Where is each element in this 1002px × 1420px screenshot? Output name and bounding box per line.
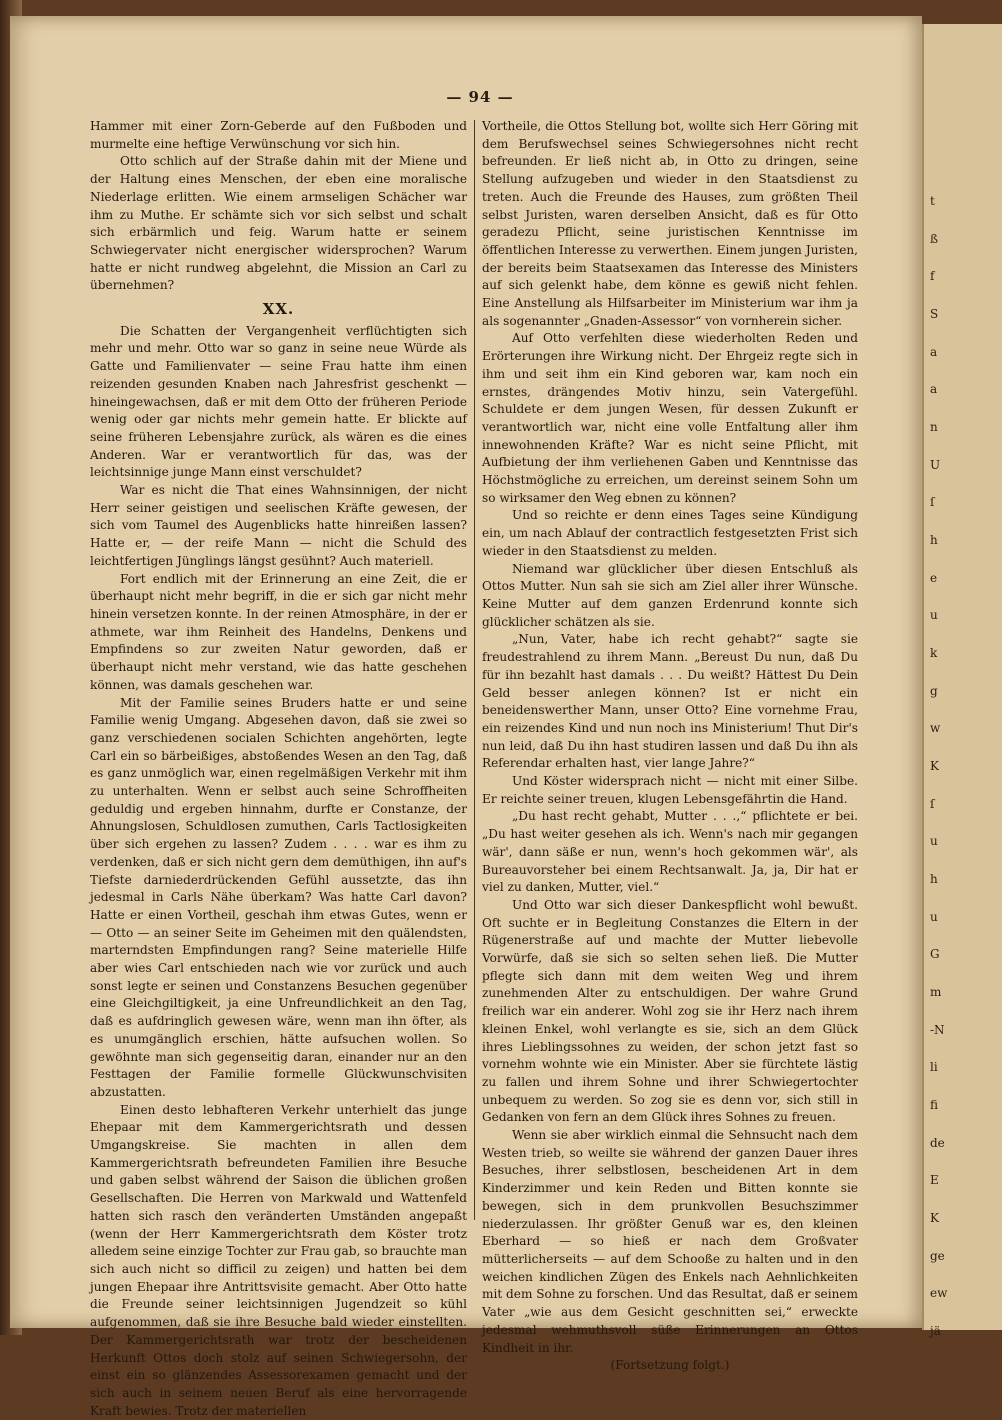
paragraph: „Nun, Vater, habe ich recht gehabt?“ sagte sie freudestrahlend zu ihrem Mann. „Bereust Du nun, daß Du für ihn bezahlt hast damals . . . Du weißt? Hättest Du Dein Geld besser anlegen können? Ist er nicht ein beneidenswerther Mann, unser Otto? Eine vornehme Frau, ein reizendes Kind und nun noch ins Ministerium! Thut Dir's nun leid, daß Du ihn hast studiren lassen und daß Du ihn als Referendar erhalten hast, vier lange Jahre?“: [482, 632, 858, 771]
facing-page-fragment: a: [930, 382, 938, 396]
facing-page-fragment: jä: [930, 1324, 941, 1338]
facing-page-fragment: h: [930, 533, 938, 547]
facing-page-fragment: S: [930, 307, 939, 321]
paragraph: Vortheile, die Ottos Stellung bot, wollte sich Herr Göring mit dem Berufswechsel seines Schwiegersohnes nicht recht befreunden. Er ließ nicht ab, in Otto zu dringen, seine Stellung aufzugeben und wieder in den Staatsdienst zu treten. Auch die Freunde des Hauses, zum größten Theil selbst Juristen, waren derselben Ansicht, daß es für Otto geradezu Pflicht, seine juristischen Kenntnisse im öffentlichen Interesse zu verwerthen. Einem jungen Juristen, der bereits beim Staatsexamen das Interesse des Ministers auf sich gelenkt habe, dem könne es gewiß nicht fehlen. Eine Anstellung als Hilfsarbeiter im Ministerium war ihm ja als sogenannter „Gnaden-Assessor“ von vornherein sicher.: [482, 119, 858, 328]
facing-page-fragment: a: [930, 345, 938, 359]
facing-page-fragment: g: [930, 684, 938, 698]
facing-page-fragment: K: [930, 1211, 939, 1225]
facing-page-fragment: e: [930, 571, 938, 585]
facing-page-fragment: ß: [930, 232, 939, 246]
paragraph: Und Köster widersprach nicht — nicht mit einer Silbe. Er reichte seiner treuen, klugen Lebensgefährtin die Hand.: [482, 774, 858, 806]
facing-page-fragment: k: [930, 646, 938, 660]
facing-page-fragment: ge: [930, 1249, 945, 1263]
facing-page-edge: [922, 24, 1002, 1338]
facing-page-fragment: u: [930, 834, 938, 848]
facing-page-fragment: h: [930, 872, 938, 886]
facing-page-fragment: f: [930, 269, 935, 283]
facing-page-fragment: w: [930, 721, 941, 735]
column-divider: [474, 120, 475, 1220]
facing-page-fragment: ſ: [930, 797, 935, 811]
facing-page-fragment: u: [930, 608, 938, 622]
facing-page-fragment: t: [930, 194, 935, 208]
paragraph: Die Schatten der Vergangenheit verflüchtigten sich mehr und mehr. Otto war so ganz in seine neue Würde als Gatte und Familienvater — seine Frau hatte ihm einen reizenden gesunden Knaben nach Jahresfrist geschenkt — hineingewachsen, daß er mit dem Otto der früheren Periode wenig oder gar nichts mehr gemein hatte. Er blickte auf seine früheren Lebensjahre zurück, als wären es die eines Anderen. War er verantwortlich für das, was der leichtsinnige junge Mann einst verschuldet?: [90, 323, 467, 480]
facing-page-fragment: de: [930, 1136, 945, 1150]
right-column: [482, 118, 858, 1375]
paragraph: Niemand war glücklicher über diesen Entschluß als Ottos Mutter. Nun sah sie sich am Ziel aller ihrer Wünsche. Keine Mutter auf dem ganzen Erdenrund konnte sich glücklicher schätzen als sie.: [482, 561, 858, 629]
paragraph: Und so reichte er denn eines Tages seine Kündigung ein, um nach Ablauf der contractlich festgesetzten Frist sich wieder in den Staatsdienst zu melden.: [482, 508, 858, 558]
paragraph: Mit der Familie seines Bruders hatte er und seine Familie wenig Umgang. Abgesehen davon, daß sie zwei so ganz verschiedenen socialen Schichten angehörten, legte Carl ein so bärbeißiges, abstoßendes Wesen an den Tag, daß es ganz unmöglich war, einen regelmäßigen Verkehr mit ihm zu unterhalten. Wenn er selbst auch seine Schroffheiten geduldig und ergeben hinnahm, durfte er Constanze, der Ahnungslosen, Schuldlosen zumuthen, Carls Tactlosigkeiten über sich ergehen zu lassen? Zudem . . . . war es ihm zu verdenken, daß er sich nicht gern dem demüthigen, ihn auf's Tiefste darniederdrückenden Gefühl aussetzte, das ihn jedesmal in Carls Nähe überkam? Was hatte Carl davon? Hatte er einen Vortheil, geschah ihm etwas Gutes, wenn er — Otto — an seiner Seite im Geheimen mit den quälendsten, marterndsten Empfindungen rang? Seine materielle Hilfe aber wies Carl entschieden nach wie vor zurück und auch sonst legte er seinen und Constanzens Besuchen gegenüber eine Gleichgiltigkeit, ja eine Unfreundlichkeit an den Tag, daß es aufdringlich gewesen wäre, wenn man ihn öfter, als es unumgänglich erschien, hätte aufsuchen wollen. So gewöhnte man sich gegenseitig daran, einander nur an den Festtagen der Familie formelle Glückwunschvisiten abzustatten.: [90, 695, 467, 1099]
facing-page-fragment: E: [930, 1173, 939, 1187]
facing-page-fragment: -N: [930, 1023, 945, 1037]
facing-page-fragment: U: [930, 458, 941, 472]
facing-page-fragment: G: [930, 947, 940, 961]
chapter-heading: XX.: [262, 300, 295, 319]
paragraph: Und Otto war sich dieser Dankespflicht wohl bewußt. Oft suchte er in Begleitung Constanzes die Eltern in der Rügenerstraße auf und machte der Mutter liebevolle Vorwürfe, daß sie sich so selten sehen ließ. Die Mutter pflegte sich dann mit dem weiten Weg und ihrem zunehmenden Alter zu entschuldigen. Der wahre Grund freilich war ein anderer. Wohl zog sie ihr Herz nach ihrem kleinen Enkel, wohl verlangte es sie, sich an dem Glück ihres Lieblingssohnes zu weiden, der schon jetzt fast so vornehm wohnte wie ein Minister. Aber sie fürchtete lästig zu fallen und ihrem Sohne und ihrer Schwiegertochter unbequem zu werden. So zog sie es denn vor, sich still in Gedanken von fern an dem Glück ihres Sohnes zu freuen.: [482, 897, 858, 1125]
paragraph: War es nicht die That eines Wahnsinnigen, der nicht Herr seiner geistigen und seelischen Kräfte gewesen, der sich vom Taumel des Augenblicks hatte hinreißen lassen? Hatte er, — der reife Mann — nicht die Schuld des leichtfertigen Jünglings längst gesühnt? Auch materiell.: [90, 483, 467, 568]
facing-page-fragment: fi: [930, 1098, 939, 1112]
facing-page-fragment: u: [930, 910, 938, 924]
facing-page-fragment: ſ: [930, 495, 935, 509]
paragraph: Otto schlich auf der Straße dahin mit der Miene und der Haltung eines Menschen, der eben eine moralische Niederlage erlitten. Wie einem armseligen Schächer war ihm zu Muthe. Er schämte sich vor sich selbst und schalt sich erbärmlich und feig. Warum hatte er seinem Schwiegervater nicht energischer widersprochen? Warum hatte er nicht rundweg abgelehnt, die Mission an Carl zu übernehmen?: [90, 154, 467, 293]
left-column: [90, 118, 467, 1420]
facing-page-fragment: n: [930, 420, 938, 434]
paragraph: „Du hast recht gehabt, Mutter . . .,“ pflichtete er bei. „Du hast weiter gesehen als ich. Wenn's nach mir gegangen wär', dann säße er nun, wenn's hoch gekommen wär', als Bureauvorsteher bei einem Rechtsanwalt. Ja, ja, Dir hat er viel zu danken, Mutter, viel.“: [482, 809, 858, 895]
paragraph: Wenn sie aber wirklich einmal die Sehnsucht nach dem Westen trieb, so weilte sie während der ganzen Dauer ihres Besuches, ihrer selbstlosen, bescheidenen Art in dem Kinderzimmer und kein Reden und Bitten konnte sie bewegen, sich in dem prunkvollen Besuchszimmer niederzulassen. Ihr größter Genuß war es, den kleinen Eberhard — so hieß er nach dem Großvater mütterlicherseits — auf dem Schooße zu halten und in den weichen kindlichen Zügen des Enkels nach Aehnlichkeiten mit dem Sohne zu forschen. Und das Resultat, daß er seinem Vater „wie aus dem Gesicht geschnitten sei,“ erweckte jedesmal wehmuthsvoll süße Erinnerungen an Ottos Kindheit in ihr.: [482, 1128, 858, 1355]
facing-page-fragment: li: [930, 1060, 938, 1074]
facing-page-fragment: m: [930, 985, 942, 999]
facing-page-fragment: K: [930, 759, 939, 773]
paragraph: Fort endlich mit der Erinnerung an eine Zeit, die er überhaupt nicht mehr begriff, in die er sich gar nicht mehr hinein versetzen konnte. In der reinen Atmosphäre, in der er athmete, war ihm Reinheit des Handelns, Denkens und Empfindens so zur zweiten Natur geworden, daß er überhaupt nicht mehr verstand, wie das hatte geschehen können, was damals geschehen war.: [90, 571, 467, 692]
paragraph: Hammer mit einer Zorn-Geberde auf den Fußboden und murmelte eine heftige Verwünschung vor sich hin.: [90, 119, 467, 151]
continued-note: (Fortsetzung folgt.): [610, 1358, 730, 1373]
facing-page-fragment: ew: [930, 1286, 948, 1300]
paragraph: Einen desto lebhafteren Verkehr unterhielt das junge Ehepaar mit dem Kammergerichtsrath und dessen Umgangskreise. Sie machten in allen dem Kammergerichtsrath befreundeten Familien ihre Besuche und gaben selbst während der Saison die üblichen großen Gesellschaften. Die Herren von Markwald und Wattenfeld hatten sich rasch den veränderten Umständen angepaßt (wenn der Herr Kammergerichtsrath dem Köster trotz alledem seine einzige Tochter zur Frau gab, so brauchte man sich auch nicht so difficil zu zeigen) und hatten bei dem jungen Ehepaar ihre Antrittsvisite gemacht. Aber Otto hatte die Freunde seiner leichtsinnigen Jugendzeit so kühl aufgenommen, daß sie ihre Besuche bald wieder einstellten. Der Kammergerichtsrath war trotz der bescheidenen Herkunft Ottos doch stolz auf seinen Schwiegersohn, der einst ein so glänzendes Assessorexamen gemacht und der sich auch in seinem neuen Beruf als eine hervorragende Kraft bewies. Trotz der materiellen: [90, 1102, 467, 1418]
page-number: — 94 —: [446, 88, 514, 106]
paragraph: Auf Otto verfehlten diese wiederholten Reden und Erörterungen ihre Wirkung nicht. Der Ehrgeiz regte sich in ihm und seit ihm ein Kind geboren war, kam noch ein ernstes, drängendes Motiv hinzu, sein Vatergefühl. Schuldete er dem jungen Wesen, für dessen Zukunft er verantwortlich war, nicht eine volle Entfaltung aller ihm innewohnenden Kräfte? War es nicht seine Pflicht, mit Aufbietung der ihm verliehenen Gaben und Kenntnisse das Höchstmögliche zu erreichen, um dereinst seinem Sohn um so wirksamer den Weg ebnen zu können?: [482, 331, 858, 505]
